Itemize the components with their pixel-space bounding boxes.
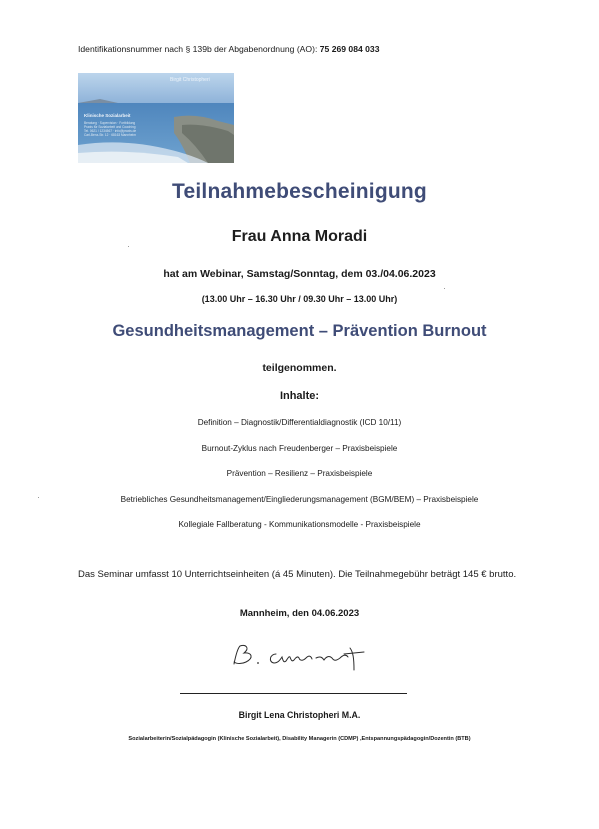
signer-titles: Sozialarbeiterin/Sozialpädagogin (Klinische Sozialarbeit), Disability Managerin (CDMP) ,Entspannungspädagogin/Dozentin (BTB): [128, 736, 471, 742]
content-item: Kollegiale Fallberatung - Kommunikationsmodelle - Praxisbeispiele: [178, 520, 421, 529]
tax-id-label: Identifikationsnummer nach § 139b der Abgabenordnung (AO):: [78, 44, 318, 54]
card-lines: [84, 121, 164, 137]
participated-text: teilgenommen.: [262, 362, 337, 374]
tax-id-value: 75 269 084 033: [319, 44, 380, 54]
certificate-title: Teilnahmebescheinigung: [172, 180, 427, 203]
contents-heading: Inhalte:: [279, 390, 320, 402]
card-line: Tel. 0621 / 1234567 · info@praxis.de: [84, 129, 137, 133]
participant-name: Frau Anna Moradi: [231, 228, 368, 245]
seminar-topic: Gesundheitsmanagement – Prävention Burnout: [112, 322, 487, 340]
event-line: hat am Webinar, Samstag/Sonntag, dem 03./04.06.2023: [163, 268, 436, 280]
event-times: (13.00 Uhr – 16.30 Uhr / 09.30 Uhr – 13.00 Uhr): [201, 294, 398, 304]
signature-line: [180, 693, 407, 694]
place-date: Mannheim, den 04.06.2023: [239, 608, 360, 619]
card-name: Birgit Christopheri: [170, 77, 210, 83]
card-title: Klinische Sozialarbeit: [84, 113, 131, 118]
card-line: Beratung · Supervision · Fortbildung: [84, 121, 136, 125]
contents-list: [0, 418, 599, 546]
content-item: Definition – Diagnostik/Differentialdiagnostik (ICD 10/11): [197, 418, 402, 427]
content-item: Betriebliches Gesundheitsmanagement/Eingliederungsmanagement (BGM/BEM) – Praxisbeispiele: [120, 494, 479, 504]
content-item: Prävention – Resilienz – Praxisbeispiele: [226, 469, 373, 478]
scan-speck: [38, 497, 39, 498]
signature-drawing: [228, 640, 388, 676]
content-item: Burnout-Zyklus nach Freudenberger – Praxisbeispiele: [201, 443, 398, 453]
signer-name: Birgit Lena Christopheri M.A.: [238, 710, 361, 720]
card-line: Praxis für Sozialarbeit und Coaching: [84, 125, 136, 129]
scan-speck: [444, 288, 445, 289]
handwritten-signature: [228, 640, 388, 681]
card-line: Carl-Benz-Str. 12 · 68163 Mannheim: [84, 133, 136, 137]
seminar-details: Das Seminar umfasst 10 Unterrichtseinheiten (á 45 Minuten). Die Teilnahmegebühr beträgt 145 € brutto.: [78, 569, 517, 580]
business-card-image: [78, 73, 234, 163]
seascape-image: [78, 73, 234, 163]
tax-id-line: [78, 44, 380, 54]
scan-speck: [128, 246, 129, 247]
